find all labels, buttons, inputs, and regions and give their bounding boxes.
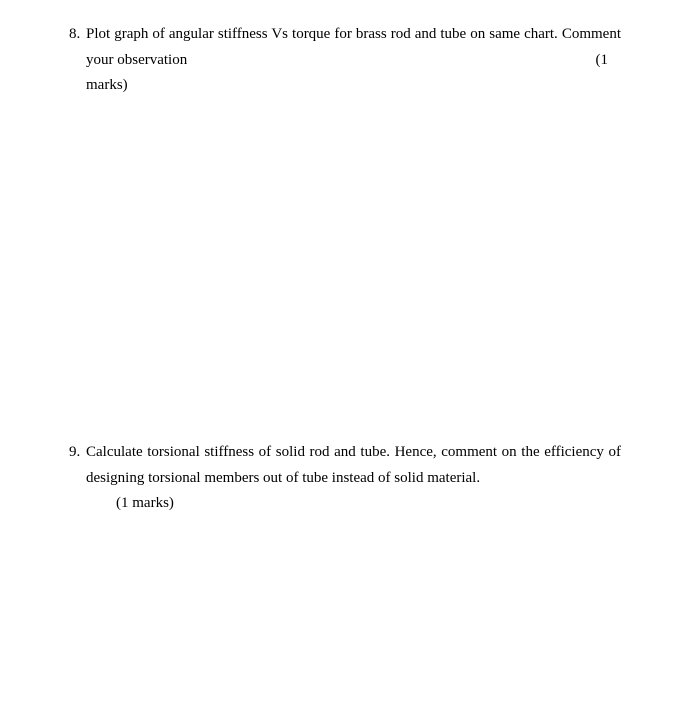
question-8-line-3 [69, 73, 621, 99]
question-8-text: Plot graph of angular stiffness Vs torque for brass rod and tube on same chart. Comment [86, 26, 621, 42]
question-9-marks: (1 marks) [116, 495, 174, 511]
question-8-marks-close: marks) [86, 77, 128, 93]
question-8-number: 8. [69, 26, 81, 42]
question-9-line-3 [69, 491, 621, 517]
question-8-marks-open: (1 [595, 51, 608, 68]
question-9-text: Calculate torsional stiffness of solid rod and tube. Hence, comment on the efficiency of [86, 444, 621, 460]
question-9-line-1 [69, 440, 621, 466]
question-8-line-1 [69, 22, 621, 48]
question-8-line-2 [69, 48, 621, 74]
question-8 [69, 22, 621, 99]
question-9-text-continued: designing torsional members out of tube instead of solid material. [86, 469, 481, 486]
question-8-text-continued: your observation [86, 51, 188, 68]
question-9 [69, 440, 621, 517]
question-9-line-2 [69, 466, 621, 492]
question-9-number: 9. [69, 444, 81, 460]
